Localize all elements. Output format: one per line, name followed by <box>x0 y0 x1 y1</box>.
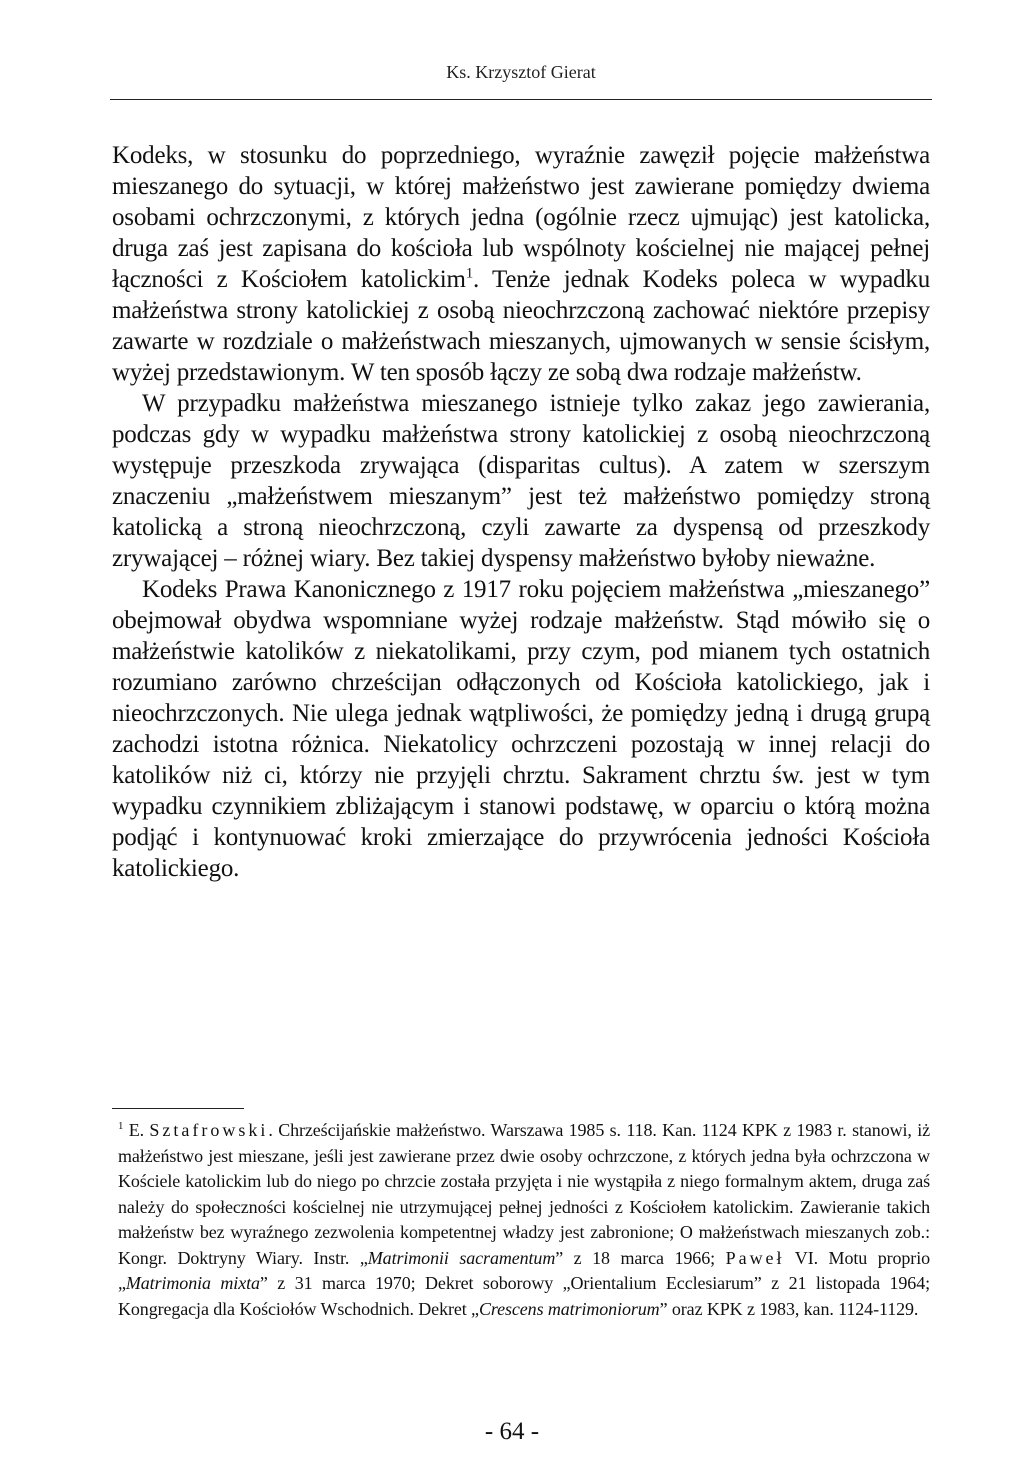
paragraph-1-text-b: . Tenże jednak Kodeks poleca w wypadku małżeństwa strony katolickiej z osobą nieochrzczoną zachować niektóre przepisy zawarte w rozdziale o małżeństwach mieszanych, ujmowanych w sensie ścisłym, wyżej przedstawionym. W ten sposób łączy ze sobą dwa rodzaje małżeństw. <box>112 266 930 386</box>
paragraph-2: W przypadku małżeństwa mieszanego istnieje tylko zakaz jego zawierania, podczas gdy w wypadku małżeństwa strony katolickiej z osobą nieochrzczoną występuje przeszkoda zrywająca (disparitas cultus). A zatem w szerszym znaczeniu „małżeństwem mieszanym” jest też małżeństwo pomiędzy stroną katolicką a stroną nieochrzczoną, czyli zawarte za dyspensą od przeszkody zrywającej – różnej wiary. Bez takiej dyspensy małżeństwo byłoby nieważne. <box>112 390 930 572</box>
footnote-title-2: Matrimonia mixta <box>125 1273 260 1293</box>
footnote-text-2: ” z 18 marca 1966; <box>555 1247 726 1268</box>
footnote-separator <box>112 1108 244 1109</box>
footnote-pope: Paweł <box>725 1247 785 1268</box>
main-text <box>112 140 930 884</box>
footnote-author-initial: E. <box>128 1120 145 1140</box>
footnote-text-3: VI. Motu proprio „ <box>118 1247 930 1293</box>
paragraph-1-text-a: Kodeks, w stosunku do poprzedniego, wyraźnie zawęził pojęcie małżeństwa mieszanego do sytuacji, w której małżeństwo jest zawierane pomiędzy dwiema osobami ochrzczonymi, z których jedna (ogólnie rzecz ujmując) jest katolicka, druga zaś jest zapisana do kościoła lub wspólnoty kościelnej nie mającej pełnej łączności z Kościołem katolickim <box>112 142 930 293</box>
footnote-text-4: ” z 31 marca 1970; Dekret soborowy „Orientalium Ecclesiarum” z 21 listopada 1964; Kongregacja dla Kościołów Wschodnich. Dekret „ <box>118 1273 930 1319</box>
footnote-text-1: . Chrześcijańskie małżeństwo. Warszawa 1985 s. 118. Kan. 1124 KPK z 1983 r. stanowi, iż małżeństwo jest mieszane, jeśli jest zawierane przez dwie osoby ochrzczone, z których jedna była ochrzczona w Kościele katolickim lub do niego po chrzcie została przyjęta i nie wystąpiła z niego formalnym aktem, druga zaś należy do społeczności kościelnej nie utrzymującej pełnej jedności z Kościołem katolickim. Zawieranie takich małżeństw bez wyraźnego zezwolenia kompetentnej władzy jest zabronione; O małżeństwach mieszanych zob.: Kongr. Doktryny Wiary. Instr. „ <box>118 1120 930 1268</box>
running-head: Ks. Krzysztof Gierat <box>446 62 596 82</box>
footnote-marker: 1 <box>118 1120 124 1132</box>
paragraph-3: Kodeks Prawa Kanonicznego z 1917 roku pojęciem małżeństwa „mieszanego” obejmował obydwa wspomniane wyżej rodzaje małżeństw. Stąd mówiło się o małżeństwie katolików z niekatolikami, przy czym, pod mianem tych ostatnich rozumiano zarówno chrześcijan odłączonych od Kościoła katolickiego, jak i nieochrzczonych. Nie ulega jednak wątpliwości, że pomiędzy jedną i drugą grupą zachodzi istotna różnica. Niekatolicy ochrzczeni pozostają w innej relacji do katolików niż ci, którzy nie przyjęli chrztu. Sakrament chrztu św. jest w tym wypadku czynnikiem zbliżającym i stanowi podstawę, w oparciu o którą można podjąć i kontynuować kroki zmierzające do przywrócenia jedności Kościoła katolickiego. <box>112 576 930 882</box>
footnote-text-5: ” oraz KPK z 1983, kan. 1124-1129. <box>659 1298 919 1319</box>
footnote-title-3: Crescens matrimoniorum <box>478 1298 660 1319</box>
footnote-title-1: Matrimonii sacramentum <box>367 1247 556 1268</box>
footnote-1 <box>118 1118 930 1322</box>
page-number: - 64 - <box>484 1418 540 1445</box>
footnote-reference[interactable]: 1 <box>465 265 474 282</box>
paragraph-1 <box>112 140 930 388</box>
footnote-author: Sztafrowski <box>149 1120 269 1140</box>
header-rule <box>110 99 932 100</box>
